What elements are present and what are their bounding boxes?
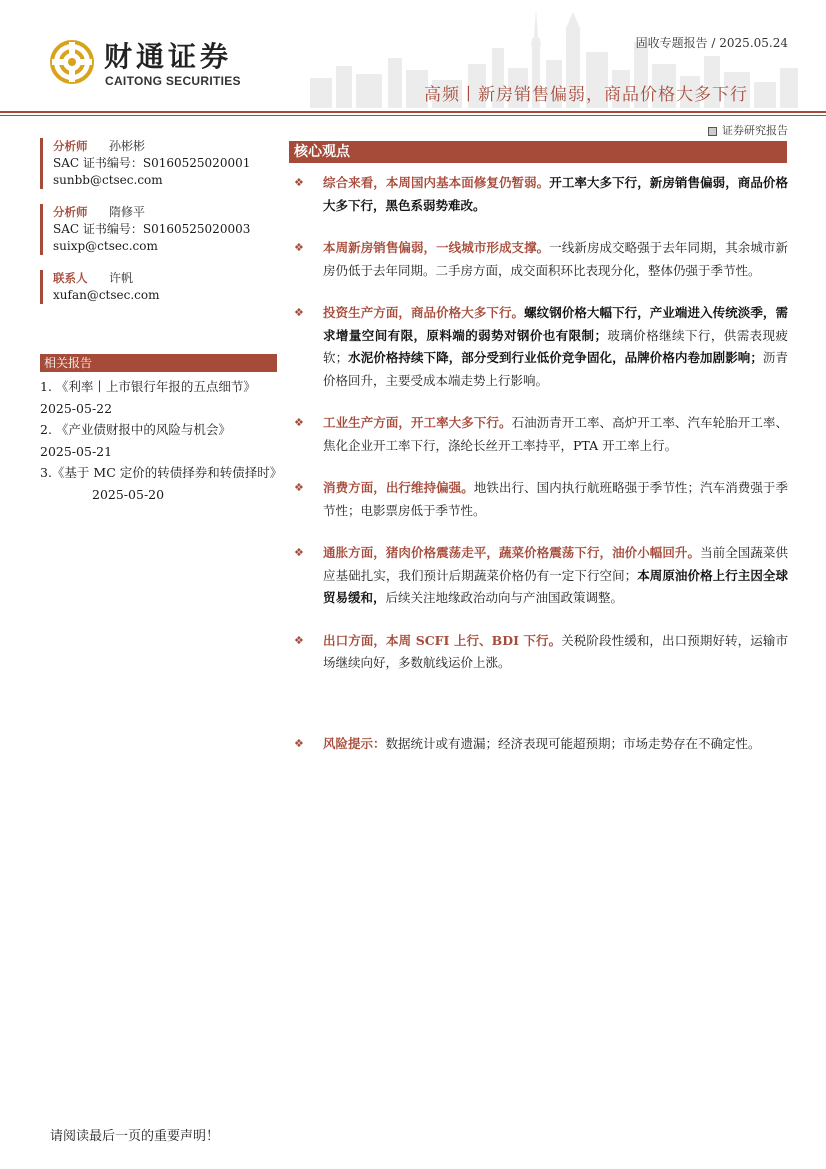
point-text: 当前全国蔬菜供应基础扎实，我们预计后期蔬菜价格仍有一定下行空间； [323,545,788,583]
analyst-role: 分析师 [53,139,88,153]
company-name-cn: 财通证券 [104,40,233,73]
report-headline: 高频丨新房销售偏弱，商品价格大多下行 [424,85,748,105]
analyst-cert: SAC 证书编号：S0160525020001 [53,156,251,170]
doc-type-label [708,122,788,138]
related-reports-list [40,376,283,505]
report-type-date: 固收专题报告 / 2025.05.24 [635,36,788,50]
contact-email[interactable]: xufan@ctsec.com [53,288,160,302]
point-text: 开工率大多下行，新房销售偏弱，商品价格大多下行，黑色系弱势难改。 [323,175,788,213]
diamond-bullet-icon: ❖ [294,481,304,494]
related-report-title[interactable]: 2. 《产业债财报中的风险与机会》 [40,422,231,437]
point-headline: 投资生产方面，商品价格大多下行。 [323,305,525,320]
core-point [292,412,788,457]
point-text: 一线新房成交略强于去年同期，其余城市新房仍低于去年同期。二手房方面，成交面积环比表现分化，整体仍强于季节性。 [323,240,788,278]
related-report-date: 2025-05-21 [40,443,113,459]
related-report-title[interactable]: 3.《基于 MC 定价的转债择券和转债择时》 [40,465,283,480]
point-text: 关税阶段性缓和，出口预期好转，运输市场继续向好，多数航线运价上涨。 [323,632,788,670]
point-text: 水泥价格持续下降，部分受到行业低价竞争固化，品牌价格内卷加剧影响； [348,350,763,365]
core-points [292,172,788,775]
point-text: 石油沥青开工率、高炉开工率、汽车轮胎开工率、焦化企业开工率下行，涤纶长丝开工率持平，PTA 开工率上行。 [323,415,788,453]
header-rule [0,111,826,113]
analyst-list [40,138,280,319]
core-point [292,172,788,217]
analyst-card [40,204,280,255]
related-reports-title: 相关报告 [40,354,277,372]
point-headline: 综合来看，本周国内基本面修复仍暂弱。 [323,175,550,190]
point-headline: 风险提示： [323,735,386,751]
core-point [292,237,788,282]
analyst-cert: SAC 证书编号：S0160525020003 [53,222,251,236]
point-text: 玻璃价格继续下行，供需表现疲软； [323,327,788,365]
point-headline: 出口方面，本周 SCFI 上行、BDI 下行。 [323,632,562,648]
point-text: 本周原油价格上行主因全球贸易缓和， [323,567,788,605]
contact-role: 联系人 [53,271,88,285]
analyst-name: 隋修平 [109,205,146,219]
contact-name: 许帆 [109,271,134,285]
disclaimer-notice: 请阅读最后一页的重要声明！ [50,1129,220,1144]
analyst-email[interactable]: suixp@ctsec.com [53,239,158,253]
contact-card [40,270,280,304]
company-name-en: CAITONG SECURITIES [105,74,241,88]
caitong-logo-icon [50,40,94,84]
core-point [292,477,788,522]
diamond-bullet-icon: ❖ [294,306,304,319]
core-point [292,733,788,756]
related-report-date: 2025-05-22 [40,400,113,416]
point-text: 螺纹钢价格大幅下行，产业端进入传统淡季，需求增量空间有限，原料端的弱势对钢价也有限制； [323,305,788,343]
diamond-bullet-icon: ❖ [294,176,304,189]
header-rule-thin [0,115,826,116]
analyst-role: 分析师 [53,205,88,219]
analyst-card [40,138,280,189]
point-text: 地铁出行、国内执行航班略强于季节性；汽车消费强于季节性；电影票房低于季节性。 [323,480,788,518]
diamond-bullet-icon: ❖ [294,416,304,429]
diamond-bullet-icon: ❖ [294,241,304,254]
core-views-title: 核心观点 [289,141,787,163]
point-text: 数据统计或有遗漏；经济表现可能超预期；市场走势存在不确定性。 [385,735,761,751]
related-report-title[interactable]: 1. 《利率丨上市银行年报的五点细节》 [40,379,256,394]
point-headline: 工业生产方面，开工率大多下行。 [323,415,512,430]
core-point [292,542,788,610]
diamond-bullet-icon: ❖ [294,633,304,647]
analyst-name: 孙彬彬 [109,139,146,153]
analyst-email[interactable]: sunbb@ctsec.com [53,173,163,187]
point-headline: 通胀方面，猪肉价格震荡走平，蔬菜价格震荡下行，油价小幅回升。 [323,545,701,560]
related-report-date: 2025-05-20 [92,486,165,502]
square-icon [708,127,717,136]
diamond-bullet-icon: ❖ [294,546,304,559]
doc-type-text: 证券研究报告 [722,124,788,137]
point-headline: 消费方面，出行维持偏强。 [323,480,474,495]
core-point [292,630,788,675]
core-point [292,302,788,392]
point-headline: 本周新房销售偏弱，一线城市形成支撑。 [323,240,550,255]
point-text: 后续关注地缘政治动向与产油国政策调整。 [385,590,624,605]
diamond-bullet-icon: ❖ [294,736,304,750]
point-text: 沥青价格回升，主要受成本端走势上行影响。 [323,350,788,388]
